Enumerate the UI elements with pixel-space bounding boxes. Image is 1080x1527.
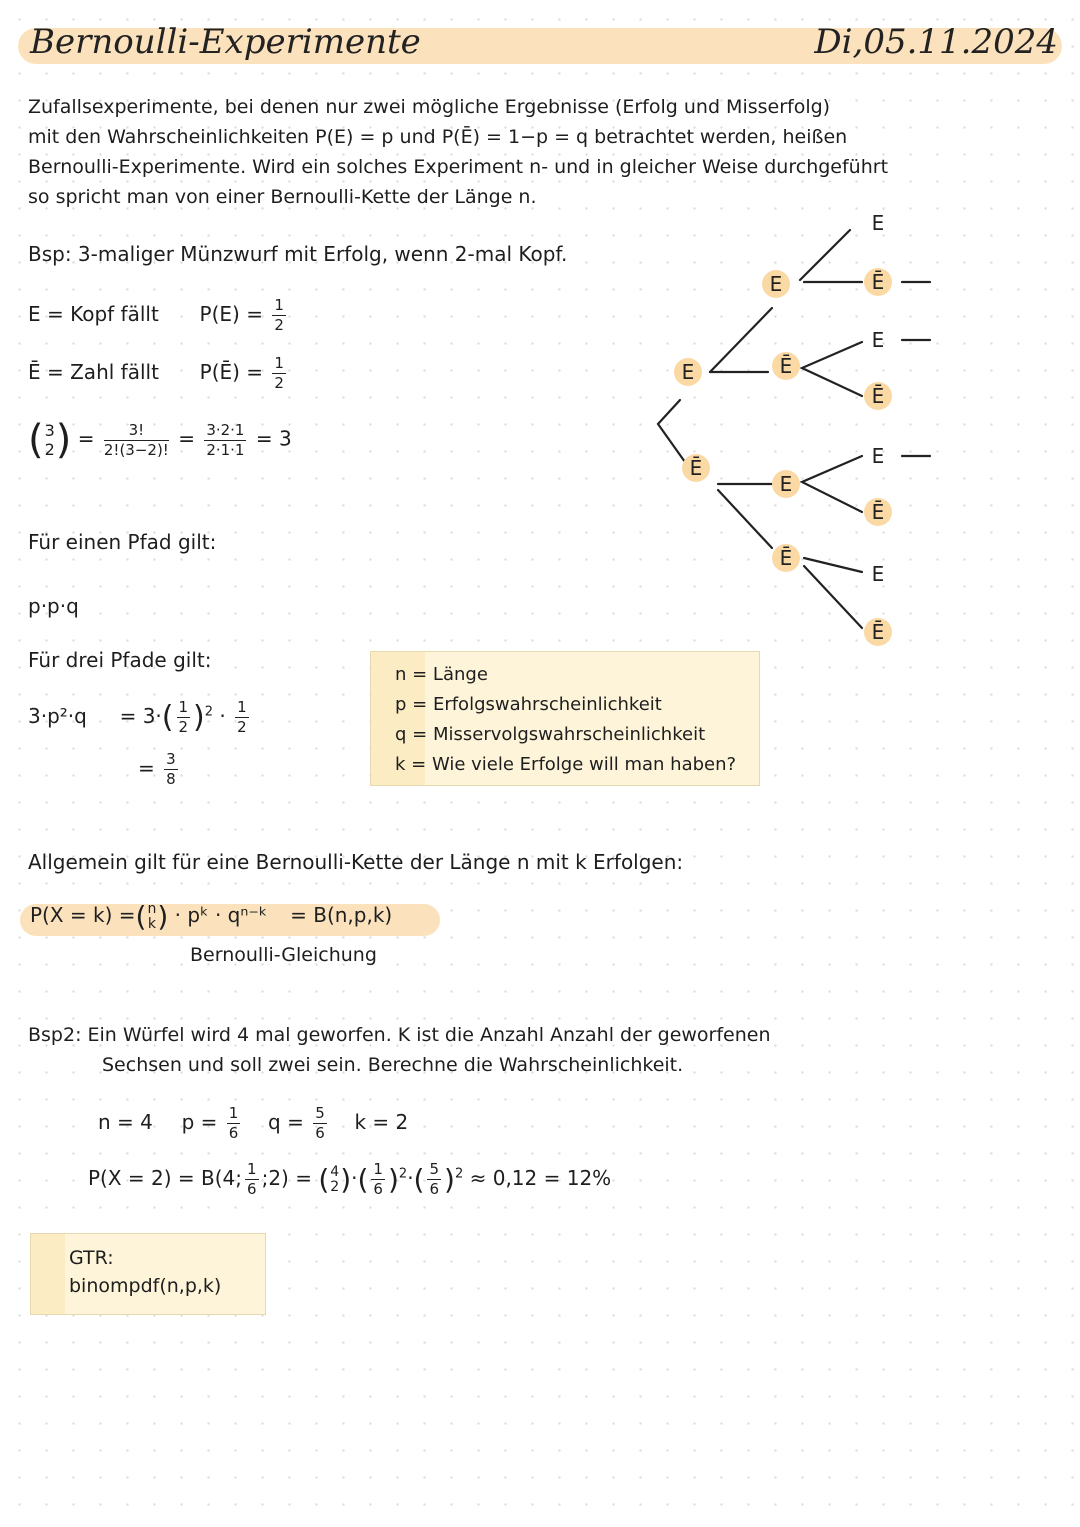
fraction: $\frac{1}{6}$ — [228, 1104, 239, 1142]
tree-branch — [804, 558, 862, 572]
fraction: $\frac{3!}{2!(3-2)!}$ — [103, 420, 169, 459]
intro-paragraph — [28, 92, 1038, 212]
def-k: k = Wie viele Erfolge will man haben? — [395, 754, 737, 775]
intro-line: so spricht man von einer Bernoulli-Kette der Länge n. — [28, 186, 537, 208]
fraction: $\frac{1}{6}$ — [373, 1160, 383, 1198]
three-paths-result: = $\frac{3}{8}$ — [138, 750, 176, 788]
tree-node-failure: Ē — [871, 500, 885, 524]
definitions-box — [370, 651, 760, 786]
binom-close-paren: ) — [55, 417, 72, 463]
def-q: q = Misservolgswahrscheinlichkeit — [395, 724, 706, 745]
tree-node-failure: Ē — [689, 456, 703, 480]
gtr-command: binompdf(n,p,k) — [69, 1275, 222, 1297]
binom-open-paren: ( — [28, 417, 44, 463]
binom-result: = 3 — [255, 426, 292, 451]
tree-node-failure: Ē — [779, 354, 793, 378]
def-p: p = Erfolgswahrscheinlichkeit — [395, 694, 662, 715]
box-accent — [31, 1234, 65, 1314]
path-formula: p·p·q — [28, 594, 79, 618]
fraction: $\frac{5}{6}$ — [429, 1160, 440, 1198]
tree-node-success: E — [681, 360, 695, 384]
tree-node-failure: Ē — [871, 270, 885, 294]
binom-coeff: 4 2 — [330, 1163, 340, 1195]
example1-heading: Bsp: 3-maliger Münzwurf mit Erfolg, wenn 2-mal Kopf. — [28, 242, 568, 266]
three-paths-formula: 3·p²·q = 3·( $\frac{1}{2}$ )$^2$ · $\frac{1}{2}$ — [28, 698, 247, 736]
fraction: $\frac{3\cdot 2\cdot 1}{2\cdot 1\cdot 1}$ — [206, 420, 245, 459]
tree-branch — [658, 400, 685, 462]
e-definition — [28, 298, 289, 333]
tree-node-success: E — [769, 272, 783, 296]
example2-params: n = 4 p = $\frac{1}{6}$ q = $\frac{5}{6}$ k = 2 — [98, 1104, 409, 1142]
tree-branch — [800, 230, 850, 280]
binom-coeff: 3 2 — [44, 421, 55, 459]
bernoulli-formula: P(X = k) =(n k) · pᵏ · qⁿ⁻ᵏ = B(n,p,k) — [30, 900, 393, 933]
fraction: $\frac{1}{2}$ — [237, 698, 247, 736]
example2-line: Bsp2: Ein Würfel wird 4 mal geworfen. K ist die Anzahl Anzahl der geworfenen — [28, 1024, 771, 1046]
tree-branch — [804, 566, 862, 628]
gtr-title: GTR: — [69, 1247, 114, 1269]
ebar-definition — [28, 356, 289, 391]
ebar-prob-label: P(Ē) = — [199, 360, 264, 384]
three-paths-label: Für drei Pfade gilt: — [28, 648, 212, 672]
intro-line: Zufallsexperimente, bei denen nur zwei mögliche Ergebnisse (Erfolg und Misserfolg) — [28, 96, 831, 118]
tree-branch — [802, 456, 862, 512]
tree-branch — [710, 308, 772, 372]
binomial-calc: (3 2) = $\frac{3!}{2!(3-2)!}$ = $\frac{3\cdot 2\cdot 1}{2\cdot 1\cdot 1}$ = 3 — [28, 417, 292, 463]
fraction: $\frac{1}{2}$ — [274, 354, 284, 392]
tree-node-success: E — [871, 444, 885, 468]
tree-branch — [718, 490, 772, 548]
tree-node-failure: Ē — [779, 546, 793, 570]
e-def-text: E = Kopf fällt — [28, 302, 159, 326]
ebar-def-text: Ē = Zahl fällt — [28, 360, 159, 384]
fraction: $\frac{1}{2}$ — [178, 698, 189, 736]
def-n: n = Länge — [395, 664, 488, 685]
example2-calc: P(X = 2) = B(4; $\frac{1}{6}$ ;2) = (4 2)·( $\frac{1}{6}$ )$^2$·( $\frac{5}{6}$ )$^2$ ≈ 0,12 = 12% — [88, 1160, 612, 1198]
tree-node-success: E — [871, 562, 885, 586]
intro-line: mit den Wahrscheinlichkeiten P(E) = p und P(Ē) = 1−p = q betrachtet werden, heißen — [28, 126, 848, 148]
tree-node-failure: Ē — [871, 620, 885, 644]
page-date: Di,05.11.2024 — [814, 22, 1058, 62]
intro-line: Bernoulli-Experimente. Wird ein solches Experiment n- und in gleicher Weise durchgeführt — [28, 156, 889, 178]
page-title: Bernoulli-Experimente — [30, 22, 421, 62]
fraction: $\frac{3}{8}$ — [166, 750, 176, 788]
fraction: $\frac{1}{6}$ — [247, 1160, 257, 1198]
fraction: $\frac{1}{2}$ — [274, 296, 284, 334]
e-prob-label: P(E) = — [199, 302, 263, 326]
formula-name: Bernoulli-Gleichung — [190, 944, 377, 966]
binom-coeff: n k — [147, 900, 157, 932]
tree-node-success: E — [871, 328, 885, 352]
tree-branch — [802, 342, 862, 396]
tree-node-success: E — [871, 211, 885, 235]
general-statement: Allgemein gilt für eine Bernoulli-Kette der Länge n mit k Erfolgen: — [28, 850, 684, 874]
tree-node-success: E — [779, 472, 793, 496]
example2-line: Sechsen und soll zwei sein. Berechne die Wahrscheinlichkeit. — [102, 1054, 684, 1076]
path-label: Für einen Pfad gilt: — [28, 530, 217, 554]
gtr-box — [30, 1233, 266, 1315]
fraction: $\frac{5}{6}$ — [315, 1104, 325, 1142]
probability-tree — [640, 200, 940, 660]
tree-node-failure: Ē — [871, 384, 885, 408]
